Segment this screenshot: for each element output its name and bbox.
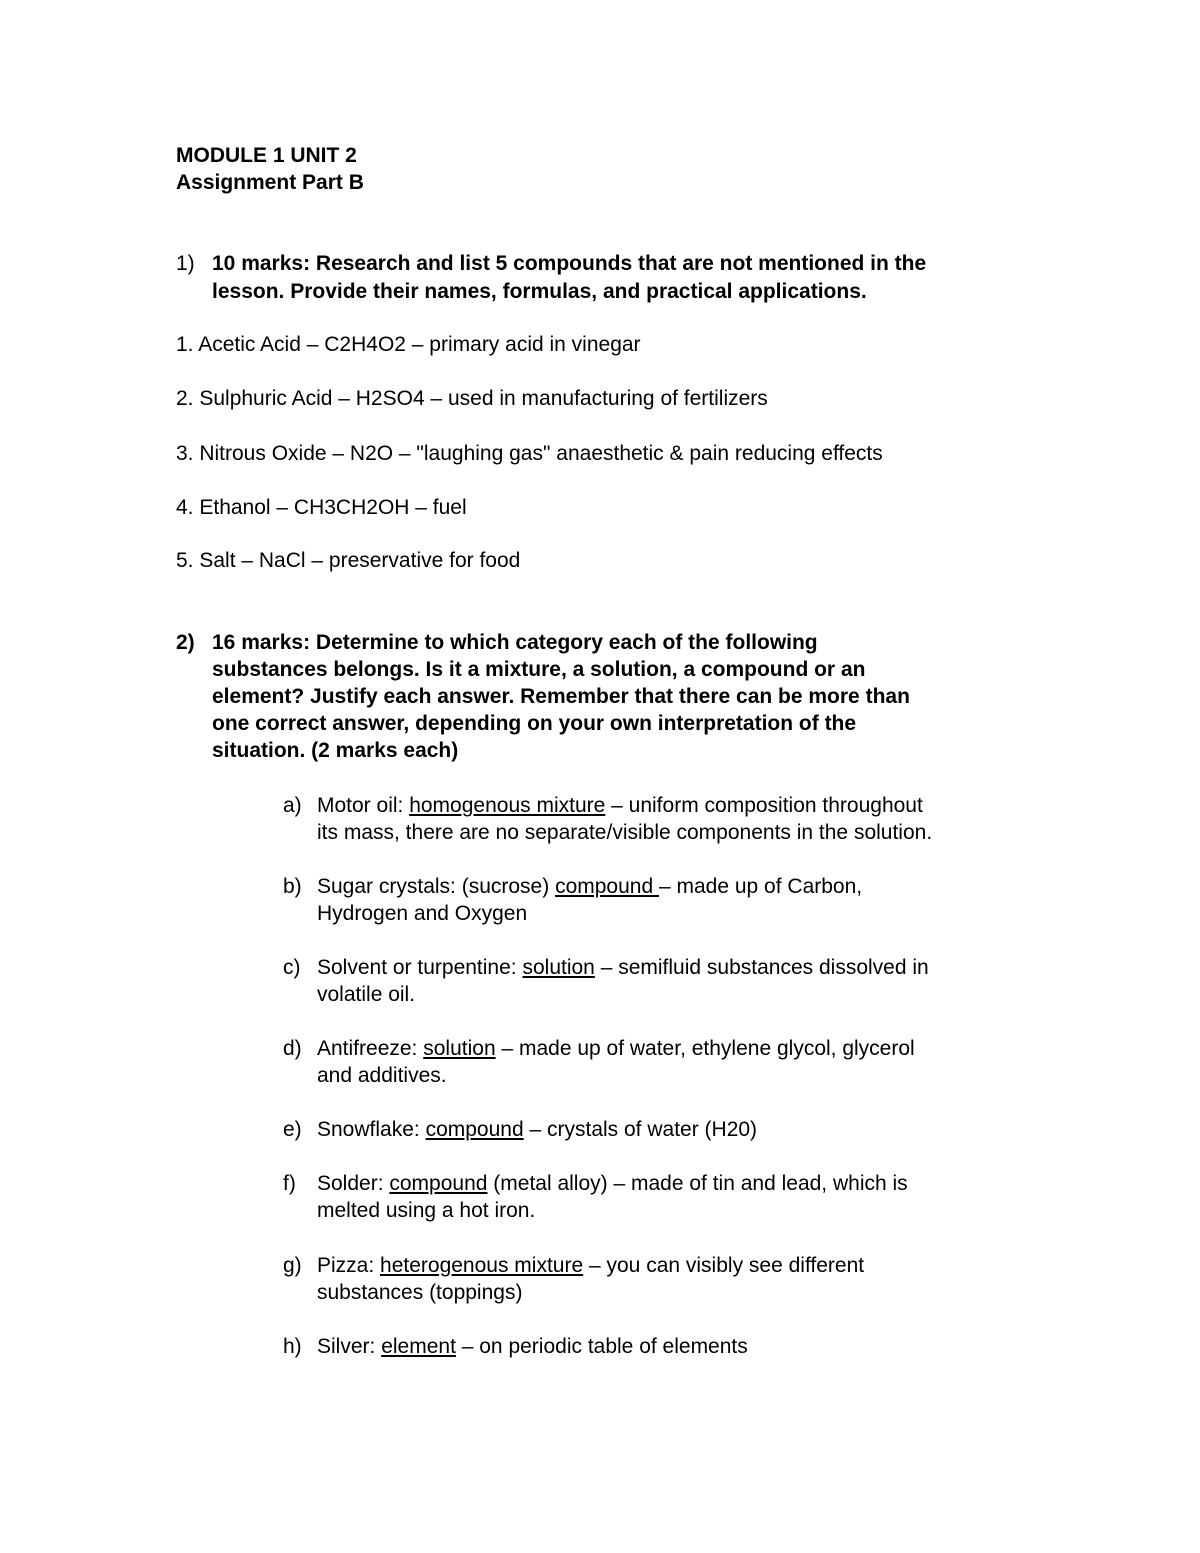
- q2-number: 2): [176, 631, 195, 654]
- item-continuation: its mass, there are no separate/visible components in the solution.: [317, 821, 933, 844]
- item-letter: e): [283, 1118, 302, 1141]
- category-term: solution: [423, 1037, 496, 1060]
- item-letter: f): [283, 1172, 296, 1195]
- list-item-antifreeze: Antifreeze: solution – made up of water, ethylene glycol, glycerol: [317, 1037, 915, 1060]
- category-term: heterogenous mixture: [380, 1254, 584, 1277]
- list-item-pizza: Pizza: heterogenous mixture – you can visibly see different: [317, 1254, 865, 1277]
- category-term: solution: [522, 956, 595, 979]
- item-continuation: substances (toppings): [317, 1281, 523, 1304]
- q1-prompt-line1: 10 marks: Research and list 5 compounds that are not mentioned in the: [212, 252, 927, 275]
- assignment-subtitle: Assignment Part B: [176, 171, 364, 194]
- q1-prompt-line2: lesson. Provide their names, formulas, and practical applications.: [212, 280, 867, 303]
- list-item-silver: Silver: element – on periodic table of elements: [317, 1335, 748, 1358]
- q1-answer-4: 4. Ethanol – CH3CH2OH – fuel: [176, 496, 467, 519]
- list-item-sugar: Sugar crystals: (sucrose) compound – made up of Carbon,: [317, 875, 863, 898]
- q1-answer-3: 3. Nitrous Oxide – N2O – "laughing gas" anaesthetic & pain reducing effects: [176, 442, 883, 465]
- item-letter: b): [283, 875, 302, 898]
- list-item-snowflake: Snowflake: compound – crystals of water (H20): [317, 1118, 758, 1141]
- module-title: MODULE 1 UNIT 2: [176, 144, 357, 167]
- list-item-motor-oil: Motor oil: homogenous mixture – uniform composition throughout: [317, 794, 923, 817]
- item-continuation: and additives.: [317, 1064, 447, 1087]
- q1-answer-1: 1. Acetic Acid – C2H4O2 – primary acid in vinegar: [176, 333, 641, 356]
- category-term: element: [381, 1335, 456, 1358]
- item-letter: a): [283, 794, 302, 817]
- q1-answer-5: 5. Salt – NaCl – preservative for food: [176, 549, 521, 572]
- category-term: compound: [389, 1172, 488, 1195]
- item-letter: g): [283, 1254, 302, 1277]
- item-continuation: melted using a hot iron.: [317, 1199, 536, 1222]
- category-term: compound: [425, 1118, 524, 1141]
- item-continuation: Hydrogen and Oxygen: [317, 902, 528, 925]
- q2-prompt-line2: substances belongs. Is it a mixture, a solution, a compound or an: [212, 658, 866, 681]
- q2-prompt-line3: element? Justify each answer. Remember that there can be more than: [212, 685, 910, 708]
- q2-prompt-line4: one correct answer, depending on your own interpretation of the: [212, 712, 857, 735]
- item-letter: h): [283, 1335, 302, 1358]
- item-continuation: volatile oil.: [317, 983, 416, 1006]
- item-letter: d): [283, 1037, 302, 1060]
- list-item-solvent: Solvent or turpentine: solution – semifluid substances dissolved in: [317, 956, 929, 979]
- q1-number: 1): [176, 252, 195, 275]
- list-item-solder: Solder: compound (metal alloy) – made of tin and lead, which is: [317, 1172, 908, 1195]
- category-term: compound: [555, 875, 659, 898]
- q2-prompt-line1: 16 marks: Determine to which category each of the following: [212, 631, 818, 654]
- category-term: homogenous mixture: [409, 794, 606, 817]
- q1-answer-2: 2. Sulphuric Acid – H2SO4 – used in manufacturing of fertilizers: [176, 387, 768, 410]
- item-letter: c): [283, 956, 301, 979]
- q2-prompt-line5: situation. (2 marks each): [212, 739, 459, 762]
